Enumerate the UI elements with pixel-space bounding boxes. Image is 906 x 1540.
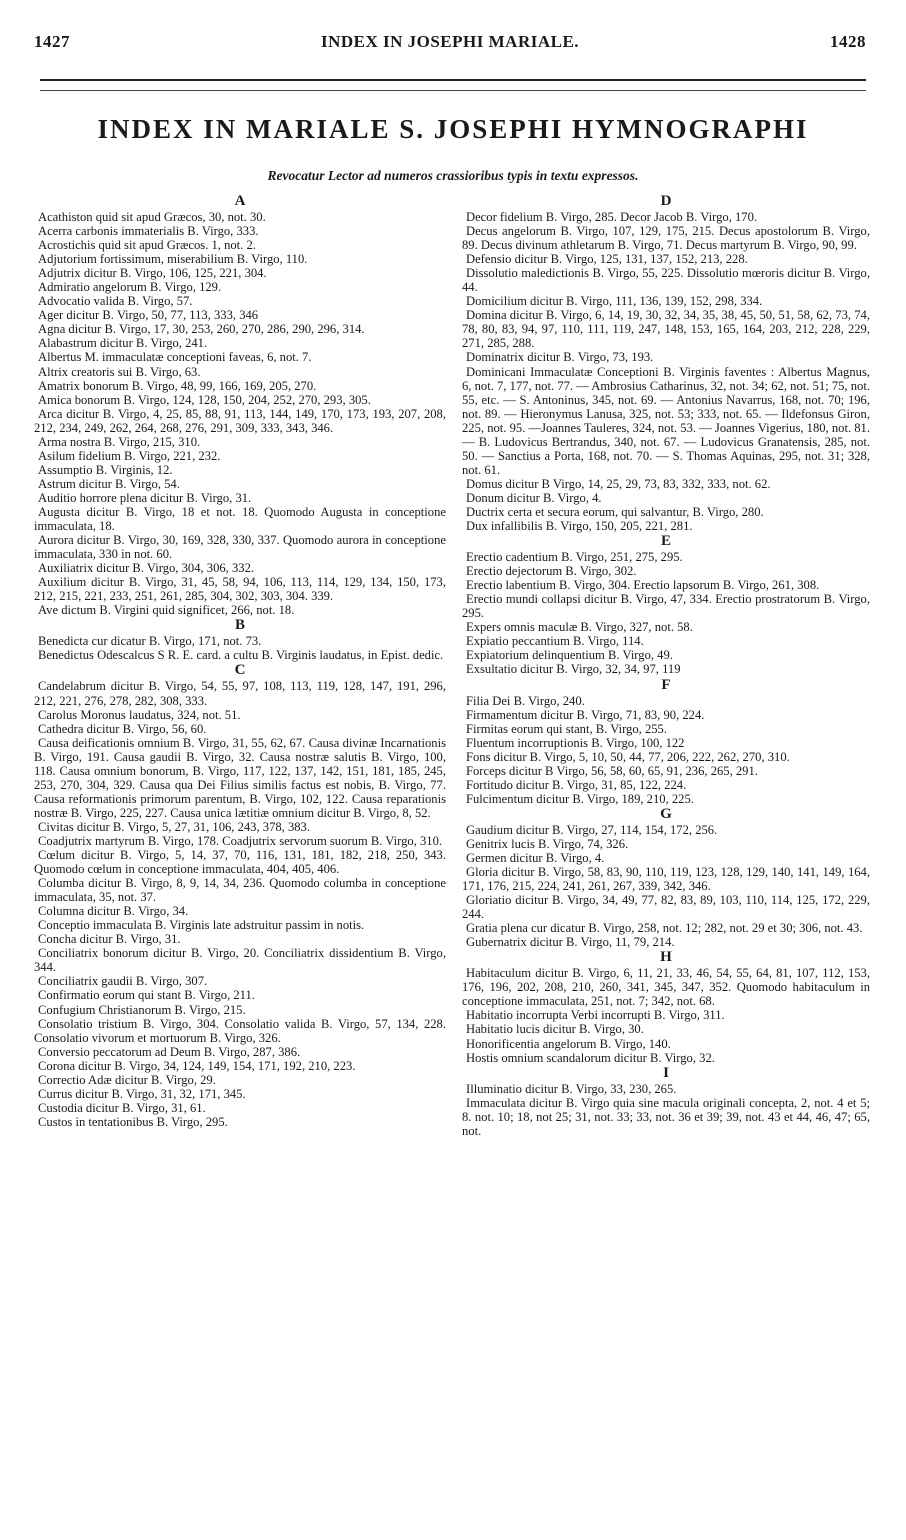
index-entry: Firmitas eorum qui stant, B. Virgo, 255. <box>466 721 667 736</box>
section-letter: E <box>660 533 671 550</box>
index-entry: Fons dicitur B. Virgo, 5, 10, 50, 44, 77, 206, 222, 262, 270, 310. <box>466 749 790 764</box>
index-entry: Confugium Christianorum B. Virgo, 215. <box>38 1002 246 1017</box>
index-entry: Corona dicitur B. Virgo, 34, 124, 149, 154, 171, 192, 210, 223. <box>38 1058 356 1073</box>
index-entry: Erectio cadentium B. Virgo, 251, 275, 295. <box>466 550 683 565</box>
index-entry: Gloria dicitur B. Virgo, 58, 83, 90, 110, 119, 123, 128, 129, 140, 141, 149, 164, 171, 176, 215, 224, 241, 261, 267, 339, 342, 346. <box>462 865 870 894</box>
index-entry: Erectio labentium B. Virgo, 304. Erectio lapsorum B. Virgo, 261, 308. <box>466 578 820 593</box>
index-entry: Acrostichis quid sit apud Græcos. 1, not. 2. <box>38 238 256 253</box>
index-entry: Illuminatio dicitur B. Virgo, 33, 230, 265. <box>466 1081 677 1096</box>
page-number-right: 1428 <box>830 32 866 51</box>
index-entry: Assumptio B. Virginis, 12. <box>38 462 173 477</box>
section-letter: I <box>663 1064 669 1081</box>
index-entry: Conciliatrix gaudii B. Virgo, 307. <box>38 974 208 989</box>
index-entry: Domina dicitur B. Virgo, 6, 14, 19, 30, 32, 34, 35, 38, 45, 50, 51, 58, 62, 73, 74, 78, 80, 83, 94, 97, 110, 111, 119, 247, 148, 153, 165, 164, 203, 212, 228, 229, 271, 285, 288. <box>462 308 870 351</box>
index-entry: Genitrix lucis B. Virgo, 74, 326. <box>466 836 629 851</box>
index-entry: Adjutorium fortissimum, miserabilium B. Virgo, 110. <box>38 252 308 267</box>
index-entry: Acerra carbonis immaterialis B. Virgo, 333. <box>38 224 259 239</box>
index-entry: Aurora dicitur B. Virgo, 30, 169, 328, 330, 337. Quomodo aurora in conceptione immaculata, 330 in not. 60. <box>34 533 446 562</box>
index-entry: Amatrix bonorum B. Virgo, 48, 99, 166, 169, 205, 270. <box>38 378 317 393</box>
index-entry: Auxiliatrix dicitur B. Virgo, 304, 306, 332. <box>38 561 255 576</box>
index-entry: Custos in tentationibus B. Virgo, 295. <box>38 1114 228 1129</box>
index-entry: Decor fidelium B. Virgo, 285. Decor Jacob B. Virgo, 170. <box>466 210 758 224</box>
header-rule-thick <box>40 79 866 81</box>
index-entry: Fluentum incorruptionis B. Virgo, 100, 122 <box>466 735 685 750</box>
index-entry: Dissolutio maledictionis B. Virgo, 55, 225. Dissolutio mœroris dicitur B. Virgo, 44. <box>462 266 870 295</box>
index-entry: Habitaculum dicitur B. Virgo, 6, 11, 21, 33, 46, 54, 55, 64, 81, 107, 112, 153, 176, 196, 202, 208, 210, 260, 341, 345, 347, 352. Quomodo habitaculum in conceptione immaculata, 251, not. 7; 342, not. 68. <box>462 966 870 1009</box>
index-entry: Erectio dejectorum B. Virgo, 302. <box>466 564 637 579</box>
index-entry: Fulcimentum dicitur B. Virgo, 189, 210, 225. <box>466 791 694 806</box>
index-entry: Adjutrix dicitur B. Virgo, 106, 125, 221, 304. <box>38 266 267 281</box>
index-entry: Filia Dei B. Virgo, 240. <box>466 693 585 708</box>
index-entry: Auxilium dicitur B. Virgo, 31, 45, 58, 94, 106, 113, 114, 129, 134, 150, 173, 212, 215, 221, 233, 251, 261, 285, 304, 302, 303, 304. 339. <box>34 575 446 604</box>
index-entry: Consolatio tristium B. Virgo, 304. Consolatio valida B. Virgo, 57, 134, 228. Consolatio vivorum et mortuorum B. Virgo, 326. <box>34 1016 446 1045</box>
index-entry: Forceps dicitur B Virgo, 56, 58, 60, 65, 91, 236, 265, 291. <box>466 763 758 778</box>
right-column <box>462 193 870 1138</box>
index-entry: Admiratio angelorum B. Virgo, 129. <box>38 280 222 295</box>
index-entry: Firmamentum dicitur B. Virgo, 71, 83, 90, 224. <box>466 707 705 722</box>
index-entry: Gubernatrix dicitur B. Virgo, 11, 79, 214. <box>466 935 675 950</box>
section-letter: H <box>660 949 672 966</box>
page-number-left: 1427 <box>34 32 70 51</box>
section-letter: G <box>660 805 672 822</box>
index-entry: Expiatio peccantium B. Virgo, 114. <box>466 634 644 649</box>
index-entry: Dux infallibilis B. Virgo, 150, 205, 221, 281. <box>466 519 693 534</box>
index-entry: Gloriatio dicitur B. Virgo, 34, 49, 77, 82, 83, 89, 103, 110, 114, 125, 172, 229, 244. <box>462 893 870 922</box>
index-entry: Columna dicitur B. Virgo, 34. <box>38 904 189 919</box>
index-entry: Ductrix certa et secura eorum, qui salvantur, B. Virgo, 280. <box>466 504 764 519</box>
index-entry: Dominicani Immaculatæ Conceptioni B. Virginis faventes : Albertus Magnus, 6, not. 7, 177, not. 77. — Ambrosius Catharinus, 32, not. 34; 62, not. 51; 75, not. 55, etc. — S. Antoninus, 345, not. 69. — Antonius Navarrus, 168, not. 70; 196, not. 89. — Hieronymus Lanusa, 325, not. 53; 333, not. 65. — Ildefonsus Giron, 225, not. 95. —Joannes Tauleres, 324, not. 53. — Joannes Vigerius, 180, not. 81. — B. Ludovicus Bertrandus, 340, not. 67. — Ludovicus Granatensis, 285, not. 50. — Sanctius a Porta, 168, not. 70. — S. Thomas Aquinas, 295, not. 31; 328, not. 61. <box>462 364 870 477</box>
index-entry: Fortitudo dicitur B. Virgo, 31, 85, 122, 224. <box>466 777 687 792</box>
index-entry: Albertus M. immaculatæ conceptioni faveas, 6, not. 7. <box>38 350 312 365</box>
left-column <box>34 193 446 1129</box>
index-entry: Asilum fidelium B. Virgo, 221, 232. <box>38 448 221 463</box>
index-entry: Currus dicitur B. Virgo, 31, 32, 171, 345. <box>38 1086 246 1101</box>
index-entry: Cathedra dicitur B. Virgo, 56, 60. <box>38 721 207 736</box>
index-entry: Arca dicitur B. Virgo, 4, 25, 85, 88, 91, 113, 144, 149, 170, 173, 193, 207, 208, 212, 234, 249, 262, 264, 268, 276, 291, 309, 333, 343, 346. <box>34 406 446 435</box>
section-letter: B <box>234 617 245 634</box>
section-letter: C <box>234 662 246 679</box>
index-entry: Habitatio incorrupta Verbi incorrupti B. Virgo, 311. <box>466 1008 725 1023</box>
running-head <box>34 32 866 58</box>
section-letter: A <box>234 193 246 209</box>
section-letter: D <box>660 193 672 209</box>
index-entry: Coadjutrix martyrum B. Virgo, 178. Coadjutrix servorum suorum B. Virgo, 310. <box>38 833 443 848</box>
index-entry: Decus angelorum B. Virgo, 107, 129, 175, 215. Decus apostolorum B. Virgo, 89. Decus divinum athletarum B. Virgo, 71. Decus martyrum B. Virgo, 90, 99. <box>462 224 870 253</box>
index-title: INDEX IN MARIALE S. JOSEPHI HYMNOGRAPHI <box>97 114 809 144</box>
header-rule-thin <box>40 90 866 91</box>
index-entry: Gratia plena cur dicatur B. Virgo, 258, not. 12; 282, not. 29 et 30; 306, not. 43. <box>466 921 863 936</box>
index-entry: Honorificentia angelorum B. Virgo, 140. <box>466 1036 671 1051</box>
index-entry: Confirmatio eorum qui stant B. Virgo, 211. <box>38 988 255 1003</box>
index-subtitle: Revocatur Lector ad numeros crassioribus typis in textu expressos. <box>267 168 639 183</box>
index-entry: Concha dicitur B. Virgo, 31. <box>38 932 181 947</box>
index-entry: Germen dicitur B. Virgo, 4. <box>466 850 605 865</box>
index-entry: Hostis omnium scandalorum dicitur B. Virgo, 32. <box>466 1050 715 1065</box>
index-entry: Habitatio lucis dicitur B. Virgo, 30. <box>466 1022 644 1037</box>
index-entry: Benedictus Odescalcus S R. E. card. a cultu B. Virginis laudatus, in Epist. dedic. <box>38 648 444 663</box>
running-title: INDEX IN JOSEPHI MARIALE. <box>320 32 580 51</box>
index-entry: Domicilium dicitur B. Virgo, 111, 136, 139, 152, 298, 334. <box>466 294 763 309</box>
index-entry: Gaudium dicitur B. Virgo, 27, 114, 154, 172, 256. <box>466 822 718 837</box>
index-entry: Advocatio valida B. Virgo, 57. <box>38 294 193 309</box>
index-entry: Correctio Adæ dicitur B. Virgo, 29. <box>38 1072 216 1087</box>
index-entry: Conversio peccatorum ad Deum B. Virgo, 287, 386. <box>38 1044 301 1059</box>
index-entry: Domus dicitur B Virgo, 14, 25, 29, 73, 83, 332, 333, not. 62. <box>466 476 771 491</box>
index-entry: Auditio horrore plena dicitur B. Virgo, 31. <box>38 490 252 505</box>
index-entry: Dominatrix dicitur B. Virgo, 73, 193. <box>466 350 654 365</box>
index-entry: Custodia dicitur B. Virgo, 31, 61. <box>38 1100 206 1115</box>
index-entry: Erectio mundi collapsi dicitur B. Virgo, 47, 334. Erectio prostratorum B. Virgo, 295. <box>462 592 870 621</box>
index-entry: Amica bonorum B. Virgo, 124, 128, 150, 204, 252, 270, 293, 305. <box>38 392 371 407</box>
index-entry: Conceptio immaculata B. Virginis late adstruitur passim in notis. <box>38 918 365 933</box>
index-entry: Ager dicitur B. Virgo, 50, 77, 113, 333, 346 <box>38 308 259 323</box>
index-entry: Astrum dicitur B. Virgo, 54. <box>38 476 180 491</box>
index-entry: Altrix creatoris sui B. Virgo, 63. <box>38 364 201 379</box>
section-letter: F <box>661 676 671 693</box>
index-entry: Causa deificationis omnium B. Virgo, 31, 55, 62, 67. Causa divinæ Incarnationis B. Virgo, 191. Causa gaudii B. Virgo, 32. Causa nostræ salutis B. Virgo, 100, 118. Causa omnium bonorum, B. Virgo, 117, 122, 137, 142, 151, 181, 185, 245, 253, 270, 304, 329. Causa qua Dei Filius similis factus est nobis, B. Virgo, 77. Causa reformationis primorum parentum, B. Virgo, 102, 122. Causa reparationis nostræ B. Virgo, 225, 227. Causa unica lætitiæ omnium dicitur B. Virgo, 8, 52. <box>34 735 446 820</box>
index-entry: Immaculata dicitur B. Virgo quia sine macula originali concepta, 2, not. 4 et 5; 8. not. 10; 18, not 25; 31, not. 33; 33, not. 36 et 39; 39, not. 43 et 44, 46, 47; 65, not. <box>462 1095 870 1138</box>
index-entry: Agna dicitur B. Virgo, 17, 30, 253, 260, 270, 286, 290, 296, 314. <box>38 322 365 337</box>
index-entry: Defensio dicitur B. Virgo, 125, 131, 137, 152, 213, 228. <box>466 252 748 267</box>
index-entry: Exsultatio dicitur B. Virgo, 32, 34, 97, 119 <box>466 662 681 677</box>
index-entry: Civitas dicitur B. Virgo, 5, 27, 31, 106, 243, 378, 383. <box>38 819 310 834</box>
index-entry: Columba dicitur B. Virgo, 8, 9, 14, 34, 236. Quomodo columba in conceptione immaculata, 35, not. 37. <box>34 876 446 905</box>
index-entry: Ave dictum B. Virgini quid significet, 266, not. 18. <box>38 603 295 618</box>
index-entry: Candelabrum dicitur B. Virgo, 54, 55, 97, 108, 113, 119, 128, 147, 191, 296, 212, 221, 276, 278, 282, 308, 333. <box>34 679 446 708</box>
index-entry: Carolus Moronus laudatus, 324, not. 51. <box>38 707 241 722</box>
index-entry: Cœlum dicitur B. Virgo, 5, 14, 37, 70, 116, 131, 181, 182, 218, 250, 343. Quomodo cœlum in conceptione immaculata, 404, 405, 406. <box>34 848 446 877</box>
index-entry: Augusta dicitur B. Virgo, 18 et not. 18. Quomodo Augusta in conceptione immaculata, 18. <box>34 504 446 534</box>
index-entry: Donum dicitur B. Virgo, 4. <box>466 490 602 505</box>
index-entry: Alabastrum dicitur B. Virgo, 241. <box>38 336 208 351</box>
index-entry: Benedicta cur dicatur B. Virgo, 171, not. 73. <box>38 634 262 649</box>
index-entry: Expiatorium delinquentium B. Virgo, 49. <box>466 648 673 663</box>
index-entry: Acathiston quid sit apud Græcos, 30, not. 30. <box>38 210 266 224</box>
index-entry: Arma nostra B. Virgo, 215, 310. <box>38 434 201 449</box>
index-entry: Expers omnis maculæ B. Virgo, 327, not. 58. <box>466 620 693 635</box>
index-entry: Conciliatrix bonorum dicitur B. Virgo, 20. Conciliatrix dissidentium B. Virgo, 344. <box>34 946 446 975</box>
